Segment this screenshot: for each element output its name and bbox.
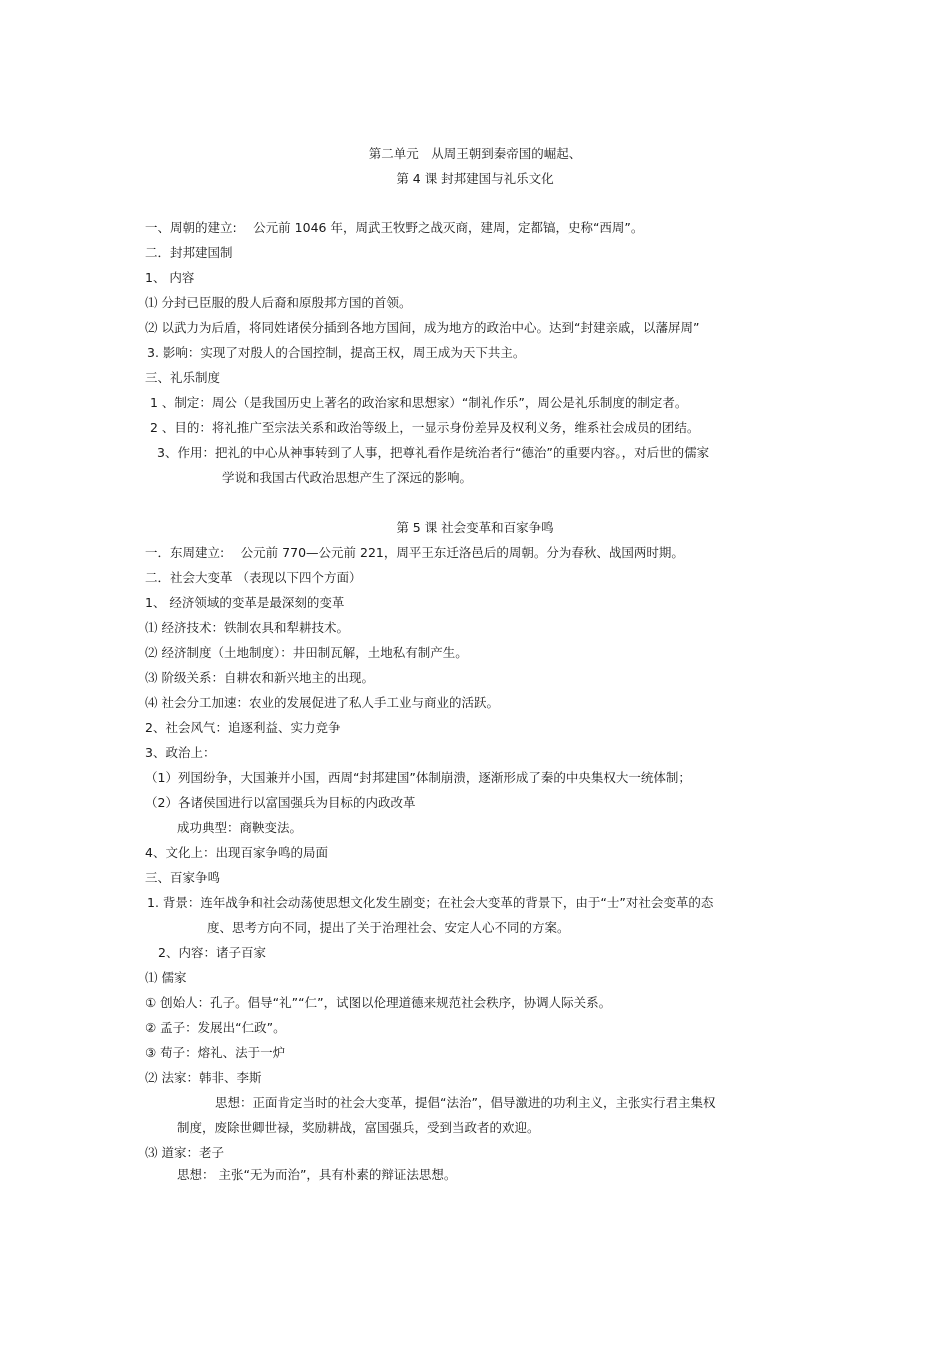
- subsection-heading: 4、文化上：出现百家争鸣的局面: [145, 845, 328, 860]
- subsection-heading: 3、政治上：: [145, 745, 216, 760]
- section-heading: 三、百家争鸣: [145, 870, 221, 885]
- list-item: ⑵ 法家：韩非、李斯: [145, 1070, 262, 1085]
- subsection-heading: 2、内容：诸子百家: [158, 945, 266, 960]
- list-item: ⑵ 以武力为后盾，将同姓诸侯分插到各地方国间，成为地方的政治中心。达到“封建亲戚，以藩屏周”: [145, 320, 700, 335]
- list-item: ① 创始人：孔子。倡导“礼”“仁”，试图以伦理道德来规范社会秩序，协调人际关系。: [145, 995, 612, 1010]
- list-item: （1）列国纷争，大国兼并小国，西周“封邦建国”体制崩溃，逐渐形成了秦的中央集权大一统体制；: [145, 770, 691, 785]
- list-item-continuation: 制度，废除世卿世禄，奖励耕战，富国强兵，受到当政者的欢迎。: [177, 1120, 540, 1135]
- section-heading: 三、礼乐制度: [145, 370, 221, 385]
- list-item: ③ 荀子：熔礼、法于一炉: [145, 1045, 286, 1060]
- subsection-heading: 1、 经济领域的变革是最深刻的变革: [145, 595, 345, 610]
- section-heading: 二．封邦建国制: [145, 245, 233, 260]
- list-item-continuation: 学说和我国古代政治思想产生了深远的影响。: [222, 470, 473, 485]
- list-item: ⑷ 社会分工加速：农业的发展促进了私人手工业与商业的活跃。: [145, 695, 499, 710]
- list-item: ② 孟子：发展出“仁政”。: [145, 1020, 286, 1035]
- list-item: 1 、制定：周公（是我国历史上著名的政治家和思想家）“制礼作乐”，周公是礼乐制度的制定者。: [150, 395, 688, 410]
- list-item-continuation: 成功典型：商鞅变法。: [177, 820, 303, 835]
- unit-title: 第二单元 从周王朝到秦帝国的崛起、: [368, 146, 582, 161]
- section-heading: 二．社会大变革 （表现以下四个方面）: [145, 570, 362, 585]
- list-item: ⑶ 道家：老子: [145, 1145, 224, 1160]
- list-item-continuation: 度、思考方向不同，提出了关于治理社会、安定人心不同的方案。: [207, 920, 570, 935]
- list-item: 1. 背景：连年战争和社会动荡使思想文化发生剧变；在社会大变革的背景下，由于“士”对社会变革的态: [147, 895, 714, 910]
- list-item: ⑴ 经济技术：铁制农具和犁耕技术。: [145, 620, 349, 635]
- list-item: 2 、目的：将礼推广至宗法关系和政治等级上，一显示身份差异及权利义务，维系社会成员的团结。: [150, 420, 700, 435]
- list-item-continuation: 思想： 主张“无为而治”，具有朴素的辩证法思想。: [177, 1167, 457, 1182]
- paragraph-line: 一、周朝的建立: 公元前 1046 年，周武王牧野之战灭商，建周，定都镐，史称“西周”。: [145, 220, 644, 235]
- list-item: ⑴ 儒家: [145, 970, 187, 985]
- list-item: 3、作用：把礼的中心从神事转到了人事，把尊礼看作是统治者行“德治”的重要内容。，对后世的儒家: [157, 445, 710, 460]
- list-item: ⑶ 阶级关系：自耕农和新兴地主的出现。: [145, 670, 374, 685]
- list-item-continuation: 思想：正面肯定当时的社会大变革，提倡“法治”，倡导激进的功利主义，主张实行君主集权: [215, 1095, 716, 1110]
- list-item: 3. 影响：实现了对殷人的合国控制，提高王权，周王成为天下共主。: [147, 345, 526, 360]
- lesson5-title: 第 5 课 社会变革和百家争鸣: [396, 520, 554, 535]
- list-item: ⑴ 分封已臣服的殷人后裔和原殷邦方国的首领。: [145, 295, 412, 310]
- subsection-heading: 1、 内容: [145, 270, 195, 285]
- lesson4-title: 第 4 课 封邦建国与礼乐文化: [396, 171, 554, 186]
- list-item: （2）各诸侯国进行以富国强兵为目标的内政改革: [145, 795, 416, 810]
- list-item: ⑵ 经济制度（土地制度）：井田制瓦解，土地私有制产生。: [145, 645, 468, 660]
- paragraph-line: 一．东周建立: 公元前 770—公元前 221，周平王东迁洛邑后的周朝。分为春秋、战国两时期。: [145, 545, 684, 560]
- subsection-heading: 2、社会风气：追逐利益、实力竞争: [145, 720, 341, 735]
